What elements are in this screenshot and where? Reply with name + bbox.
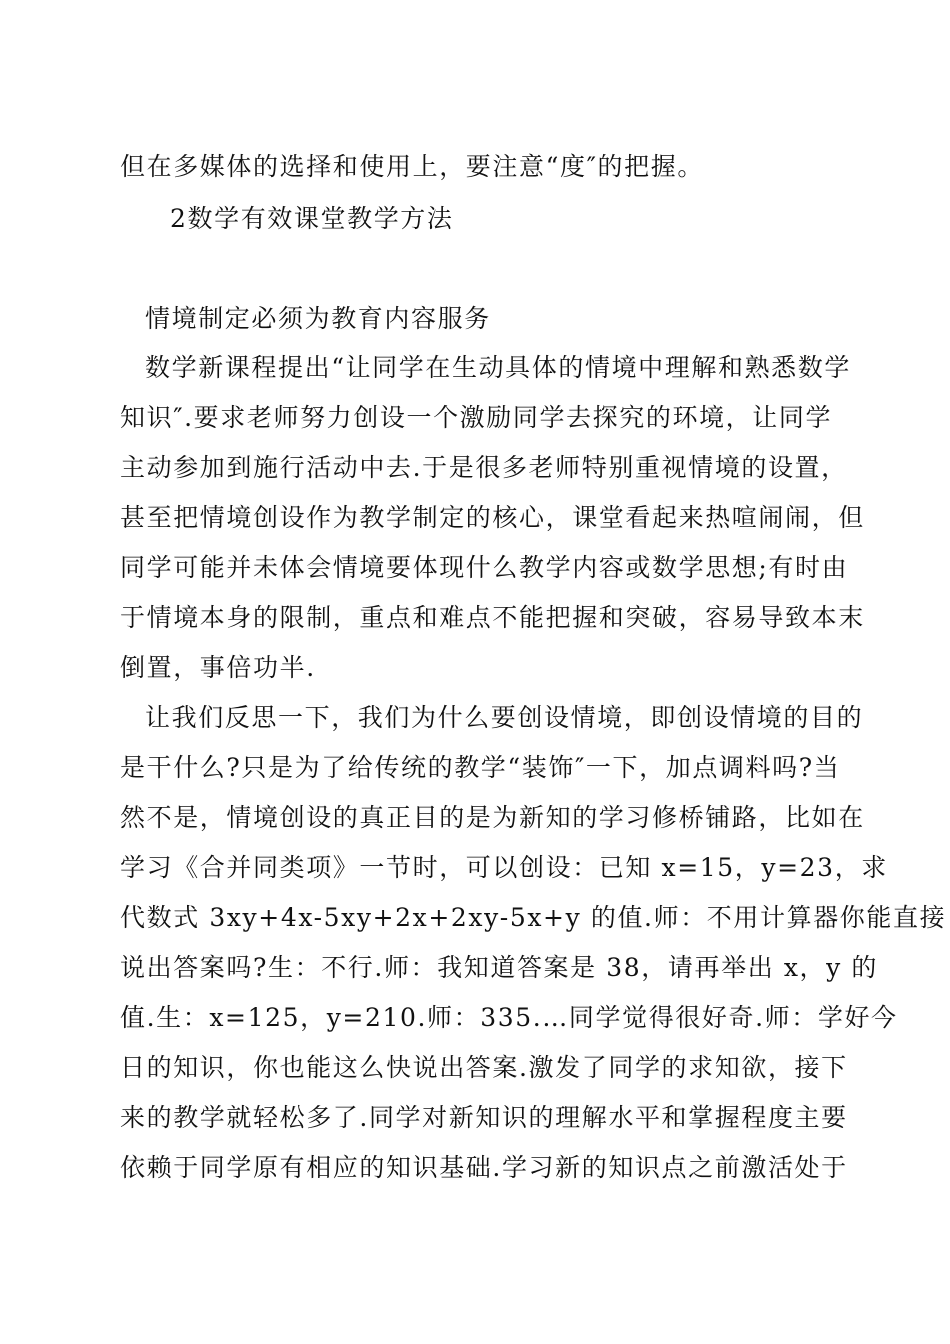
paragraph-line: 来的教学就轻松多了.同学对新知识的理解水平和掌握程度主要 bbox=[120, 1103, 848, 1132]
paragraph-line: 让我们反思一下，我们为什么要创设情境，即创设情境的目的 bbox=[145, 703, 864, 732]
paragraph-line: 同学可能并未体会情境要体现什么教学内容或数学思想;有时由 bbox=[120, 553, 849, 582]
paragraph-line: 知识″.要求老师努力创设一个激励同学去探究的环境，让同学 bbox=[120, 403, 833, 432]
paragraph-line: 于情境本身的限制，重点和难点不能把握和突破，容易导致本末 bbox=[120, 603, 865, 632]
paragraph-line: 说出答案吗?生：不行.师：我知道答案是 38，请再举出 x，y 的 bbox=[120, 953, 879, 982]
paragraph-line: 依赖于同学原有相应的知识基础.学习新的知识点之前激活处于 bbox=[120, 1153, 848, 1182]
paragraph-line: 日的知识，你也能这么快说出答案.激发了同学的求知欲，接下 bbox=[120, 1053, 848, 1082]
paragraph-line: 倒置，事倍功半. bbox=[120, 653, 316, 682]
paragraph-line: 代数式 3xy+4x-5xy+2x+2xy-5x+y 的值.师：不用计算器你能直接 bbox=[120, 903, 947, 932]
paragraph-line: 主动参加到施行活动中去.于是很多老师特别重视情境的设置， bbox=[120, 453, 848, 482]
paragraph-line: 然不是，情境创设的真正目的是为新知的学习修桥铺路，比如在 bbox=[120, 803, 865, 832]
paragraph-line: 学习《合并同类项》一节时，可以创设：已知 x=15，y=23，求 bbox=[120, 853, 888, 882]
paragraph-line: 数学新课程提出“让同学在生动具体的情境中理解和熟悉数学 bbox=[145, 353, 851, 382]
text-line: 但在多媒体的选择和使用上，要注意“度″的把握。 bbox=[120, 152, 704, 181]
paragraph-line: 甚至把情境创设作为教学制定的核心，课堂看起来热喧闹闹，但 bbox=[120, 503, 865, 532]
paragraph-line: 值.生：x=125，y=210.师：335.…同学觉得很好奇.师：学好今 bbox=[120, 1003, 898, 1032]
paragraph-line: 是干什么?只是为了给传统的教学“装饰″一下，加点调料吗?当 bbox=[120, 753, 841, 782]
section-heading: 2数学有效课堂教学方法 bbox=[170, 204, 454, 233]
subsection-heading: 情境制定必须为教育内容服务 bbox=[145, 304, 491, 333]
